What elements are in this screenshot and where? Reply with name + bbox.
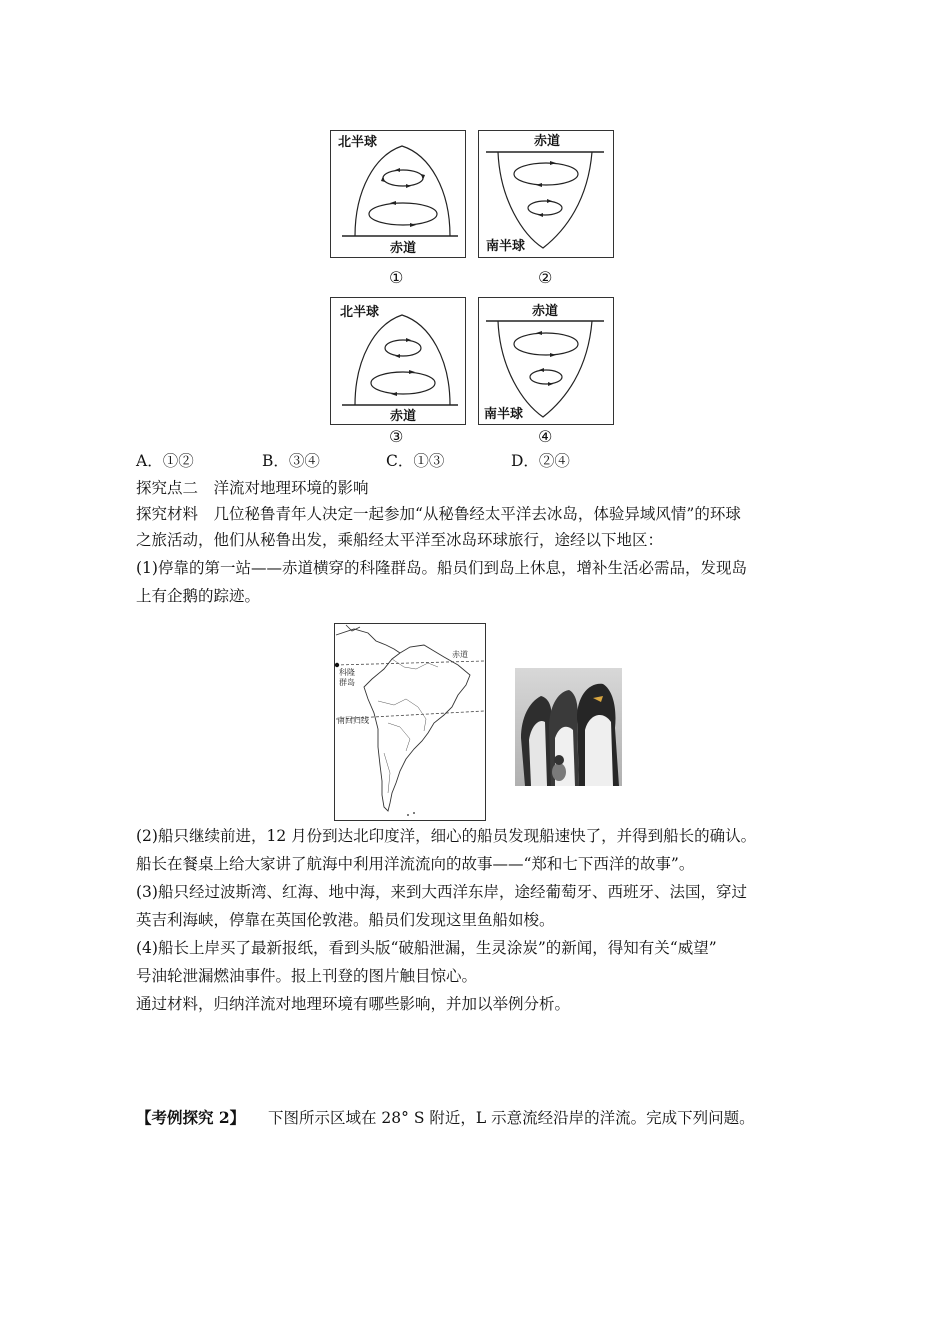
option-b: B．③④ — [262, 452, 320, 470]
example-2-text: 下图所示区域在 28° S 附近，L 示意流经沿岸的洋流。完成下列问题。 — [268, 1109, 755, 1127]
paragraph-2-line-1: (2)船只继续前进，12 月份到达北印度洋，细心的船员发现船速快了，并得到船长的确认。 — [136, 827, 757, 845]
option-c: C．①③ — [386, 452, 445, 470]
paragraph-1-line-2: 上有企鹅的踪迹。 — [136, 587, 261, 605]
map-islands-label-1: 科隆 — [339, 668, 355, 677]
penguin-photo — [515, 668, 622, 786]
diagram-2-bottom-label: 南半球 — [486, 239, 526, 254]
question-line: 通过材料，归纳洋流对地理环境有哪些影响，并加以举例分析。 — [136, 995, 571, 1013]
diagram-2 — [478, 130, 614, 258]
map-tropic-label: 南回归线 — [337, 716, 369, 725]
paragraph-2-line-2: 船长在餐桌上给大家讲了航海中利用洋流流向的故事——“郑和七下西洋的故事”。 — [136, 855, 695, 873]
map-islands-label-2: 群岛 — [339, 678, 355, 687]
diagram-4-bottom-label: 南半球 — [484, 407, 524, 422]
diagram-3-caption: ③ — [389, 427, 404, 446]
paragraph-1-line-1: (1)停靠的第一站——赤道横穿的科隆群岛。船员们到岛上休息，增补生活必需品，发现岛 — [136, 559, 747, 577]
diagram-4 — [478, 297, 614, 425]
paragraph-3-line-1: (3)船只经过波斯湾、红海、地中海，来到大西洋东岸，途经葡萄牙、西班牙、法国，穿过 — [136, 883, 747, 901]
diagram-4-top-label: 赤道 — [532, 304, 559, 319]
option-a: A．①② — [136, 452, 194, 470]
south-america-map — [334, 623, 486, 821]
diagram-1-bottom-label: 赤道 — [390, 241, 417, 256]
paragraph-3-line-2: 英吉利海峡，停靠在英国伦敦港。船员们发现这里鱼船如梭。 — [136, 911, 555, 929]
option-d: D．②④ — [511, 452, 570, 470]
paragraph-4-line-2: 号油轮泄漏燃油事件。报上刊登的图片触目惊心。 — [136, 967, 478, 985]
diagram-2-top-label: 赤道 — [534, 134, 561, 149]
diagram-1-caption: ① — [389, 268, 404, 287]
diagram-2-caption: ② — [538, 268, 553, 287]
diagram-3 — [330, 297, 466, 425]
example-2-tag: 【考例探究 2】 — [136, 1108, 246, 1127]
material-line-1: 探究材料 几位秘鲁青年人决定一起参加“从秘鲁经太平洋去冰岛，体验异域风情”的环球 — [136, 505, 741, 523]
diagram-4-caption: ④ — [538, 427, 553, 446]
paragraph-4-line-1: (4)船长上岸买了最新报纸，看到头版“破船泄漏，生灵涂炭”的新闻，得知有关“威望” — [136, 939, 717, 957]
section-title: 探究点二 洋流对地理环境的影响 — [136, 479, 369, 497]
diagram-3-bottom-label: 赤道 — [390, 409, 417, 424]
map-equator-label: 赤道 — [452, 650, 468, 659]
diagram-3-top-label: 北半球 — [340, 305, 380, 320]
diagram-1 — [330, 130, 466, 258]
material-line-2: 之旅活动，他们从秘鲁出发，乘船经太平洋至冰岛环球旅行，途经以下地区： — [136, 531, 664, 549]
diagram-1-top-label: 北半球 — [338, 135, 378, 150]
